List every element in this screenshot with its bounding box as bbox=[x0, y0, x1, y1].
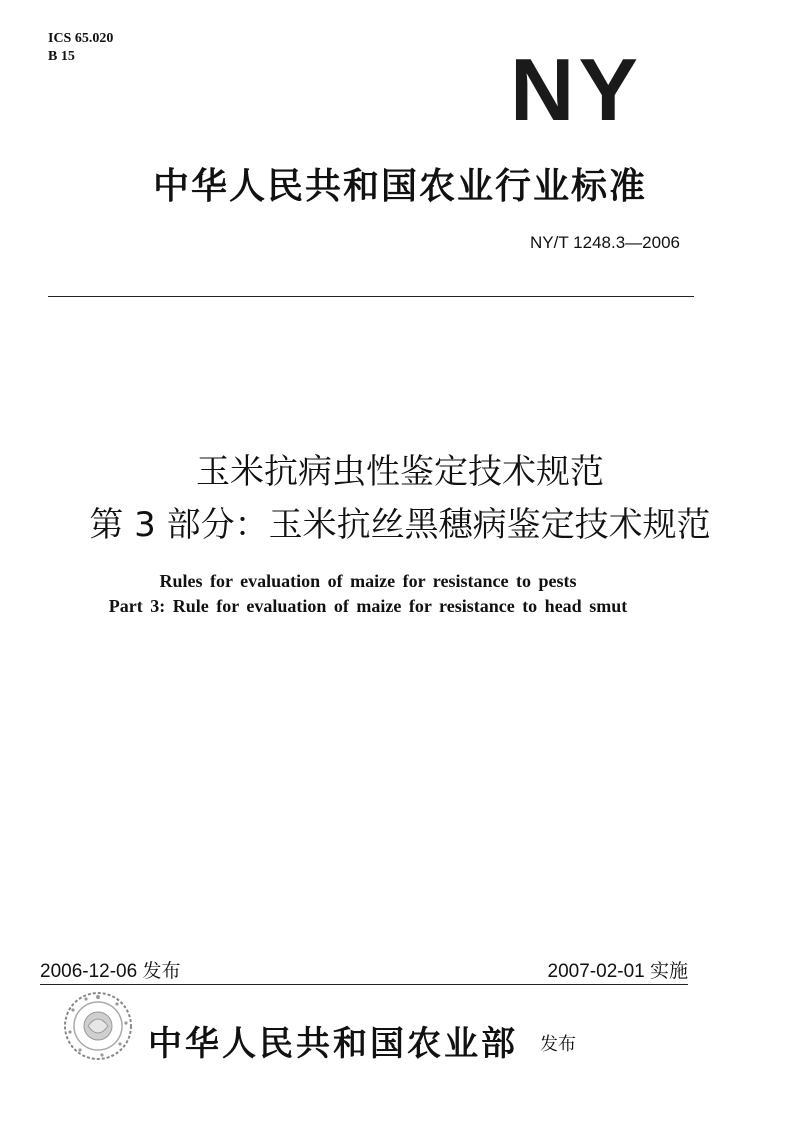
implement-date: 2007-02-01 实施 bbox=[547, 961, 688, 982]
publish-date: 2006-12-06 发布 bbox=[40, 961, 181, 982]
title-en-line1: Rules for evaluation of maize for resistance to pests bbox=[159, 571, 577, 591]
standard-number: NY/T 1248.3—2006 bbox=[530, 233, 680, 252]
issue-label: 发布 bbox=[540, 1034, 576, 1055]
ccs-code: B 15 bbox=[48, 49, 75, 64]
footer-divider bbox=[40, 984, 688, 985]
industry-standard-title: 中华人民共和国农业行业标准 bbox=[152, 166, 647, 207]
title-cn-line2: 第 3 部分：玉米抗丝黑穗病鉴定技术规范 bbox=[89, 505, 711, 545]
issuing-authority: 中华人民共和国农业部 bbox=[148, 1024, 518, 1064]
ny-logo bbox=[508, 52, 644, 126]
classification-codes bbox=[48, 30, 113, 66]
header-divider bbox=[48, 296, 694, 297]
ics-code: ICS 65.020 bbox=[48, 31, 114, 46]
ny-logo-text: NY bbox=[510, 52, 642, 126]
title-cn-line1: 玉米抗病虫性鉴定技术规范 bbox=[196, 452, 604, 492]
official-seal-icon bbox=[62, 990, 134, 1062]
title-en-line2: Part 3: Rule for evaluation of maize for resistance to head smut bbox=[108, 596, 628, 616]
